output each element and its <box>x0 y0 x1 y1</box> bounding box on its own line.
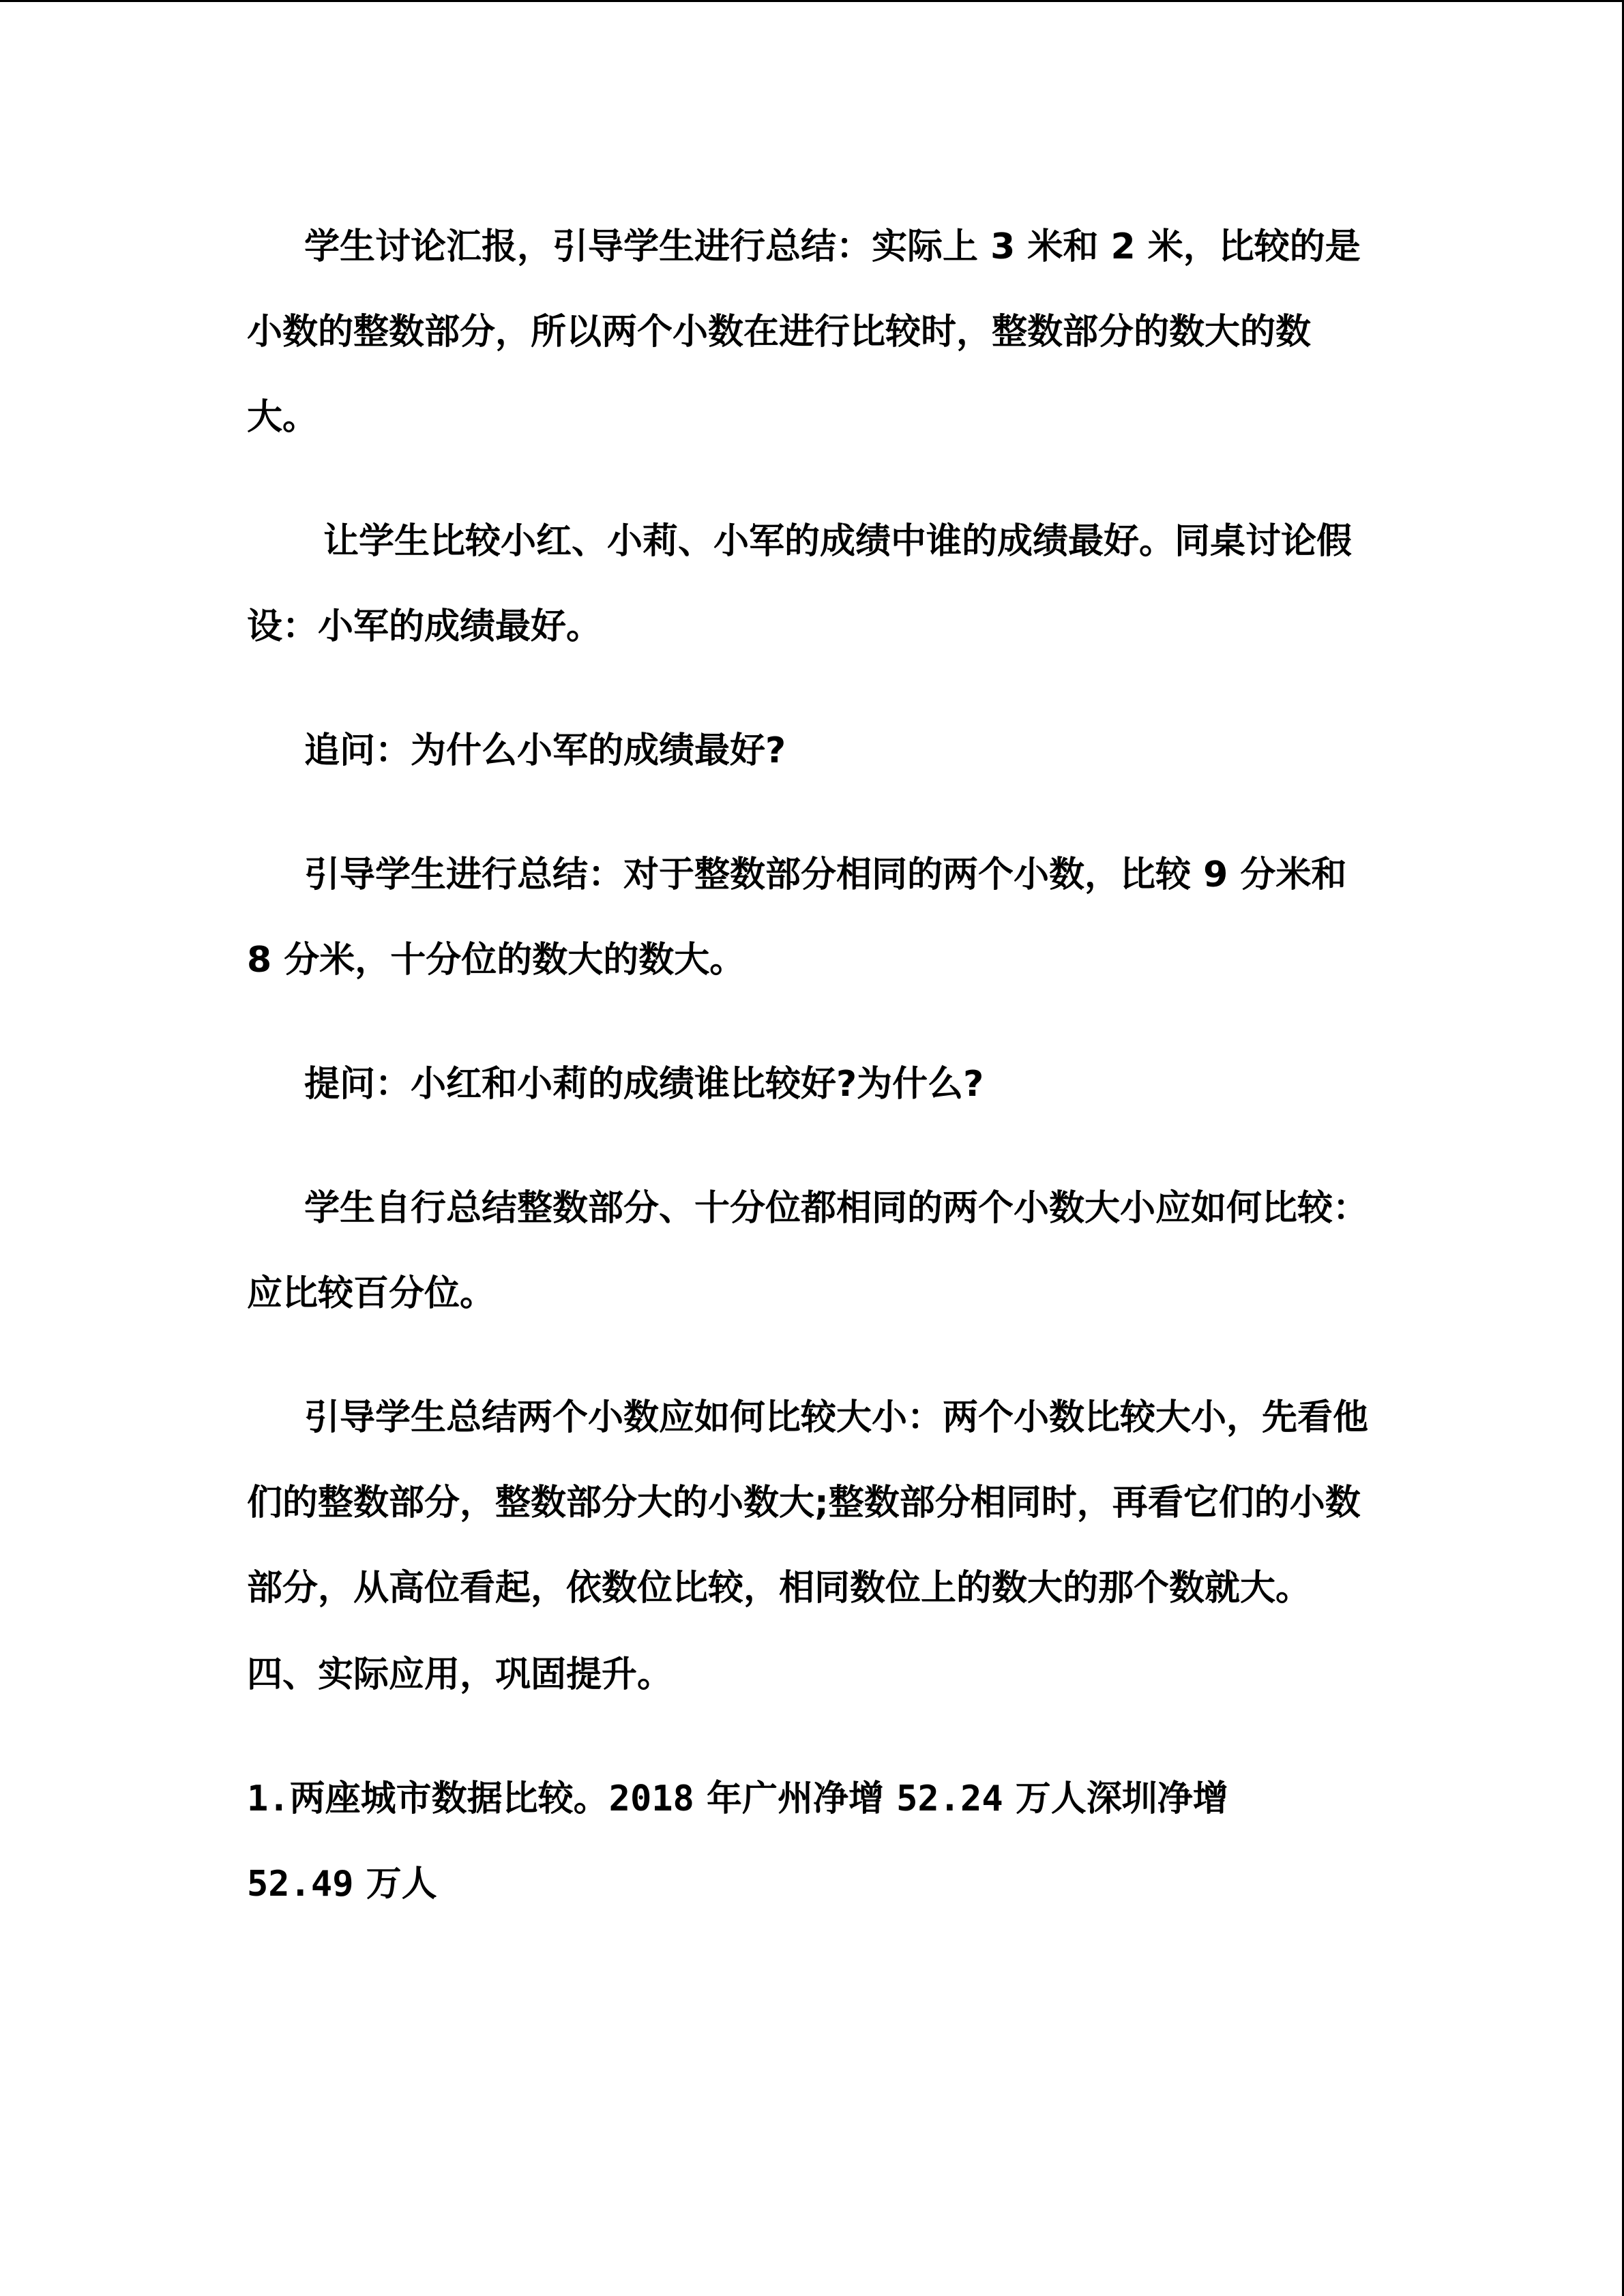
paragraph-general-rule: 引导学生总结两个小数应如何比较大小：两个小数比较大小，先看他们的整数部分，整数部分大的小数大;整数部分相同时，再看它们的小数部分，从高位看起，依数位比较，相同数位上的数大的那个数就大。 <box>247 1397 1369 1609</box>
item-text-b: 年广州净增 <box>694 1778 897 1819</box>
item-text-d: 万人 <box>353 1864 437 1905</box>
document-body <box>247 205 1379 1927</box>
paragraph-student-summary: 学生自行总结整数部分、十分位都相同的两个小数大小应如何比较：应比较百分位。 <box>247 1188 1369 1314</box>
paragraph-compare-scores: 让学生比较小红、小莉、小军的成绩中谁的成绩最好。同桌讨论假设：小军的成绩最好。 <box>247 521 1353 647</box>
item-text-c: 万人深圳净增 <box>1003 1778 1228 1819</box>
item-number: 1. <box>247 1778 290 1819</box>
year-value: 2018 <box>608 1778 694 1819</box>
section-heading-application: 四、实际应用，巩固提升。 <box>247 1654 673 1695</box>
paragraph-summary-tenths: 引导学生进行总结：对于整数部分相同的两个小数，比较 9 分米和 8 分米，十分位的数大的数大。 <box>247 854 1347 981</box>
paragraph-question-hundredths: 提问：小红和小莉的成绩谁比较好?为什么? <box>304 1064 984 1105</box>
guangzhou-value: 52.24 <box>896 1778 1003 1819</box>
shenzhen-value: 52.49 <box>247 1864 354 1905</box>
page-top-border <box>0 0 1624 2</box>
paragraph-summary-integer-part: 学生讨论汇报，引导学生进行总结：实际上 3 米和 2 米，比较的是小数的整数部分，所以两个小数在进行比较时，整数部分的数大的数大。 <box>247 226 1361 438</box>
item-text-a: 两座城市数据比较。 <box>289 1778 609 1819</box>
paragraph-city-data-comparison <box>247 1757 1379 1927</box>
paragraph-follow-up-question: 追问：为什么小军的成绩最好? <box>304 730 786 771</box>
